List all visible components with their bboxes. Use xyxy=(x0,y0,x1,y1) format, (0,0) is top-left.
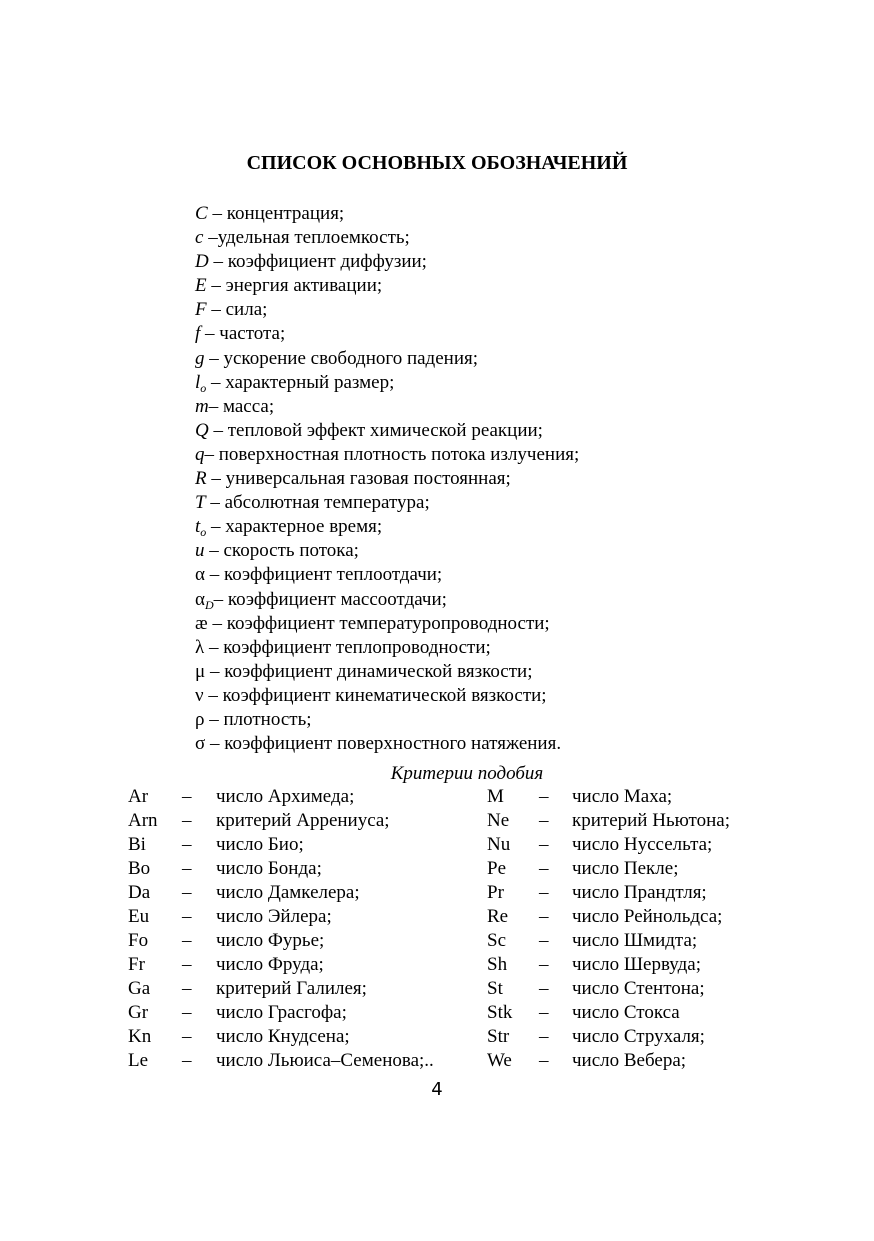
notation-subscript: D xyxy=(204,597,214,612)
notation-symbol: λ xyxy=(195,636,205,658)
criteria-row xyxy=(128,978,828,1002)
notation-subscript: o xyxy=(200,525,207,540)
notation-item xyxy=(195,588,815,612)
notation-item xyxy=(195,419,815,443)
criteria-symbol: Da xyxy=(128,882,151,903)
notation-description: – абсолютная температура; xyxy=(205,492,430,514)
notation-item xyxy=(195,395,815,419)
notation-description: – концентрация; xyxy=(207,203,345,224)
notation-item xyxy=(195,684,815,708)
criteria-row xyxy=(128,1050,828,1074)
notation-item xyxy=(195,563,815,587)
criteria-symbol: Ne xyxy=(487,810,510,831)
notation-item xyxy=(195,443,815,467)
criteria-dash: – xyxy=(182,1002,192,1023)
page-title: СПИСОК ОСНОВНЫХ ОБОЗНАЧЕНИЙ xyxy=(246,152,628,174)
criteria-description: число Кнудсена; xyxy=(216,1026,350,1047)
notation-item xyxy=(195,636,815,660)
criteria-row xyxy=(128,882,828,906)
notation-description: – плотность; xyxy=(204,708,312,730)
notation-description: – масса; xyxy=(208,395,275,417)
criteria-row xyxy=(128,930,828,954)
criteria-symbol: Re xyxy=(487,906,509,927)
notation-description: – коэффициент кинематической вязкости; xyxy=(203,684,547,706)
criteria-row xyxy=(128,834,828,858)
criteria-symbol: Stk xyxy=(487,1002,513,1023)
criteria-symbol: Gr xyxy=(128,1002,149,1023)
criteria-symbol: Sh xyxy=(487,954,508,975)
criteria-dash: – xyxy=(182,954,192,975)
criteria-description: критерий Ньютона; xyxy=(572,810,730,831)
criteria-dash: – xyxy=(539,930,549,951)
criteria-description: число Прандтля; xyxy=(572,882,707,903)
notation-description: – ускорение свободного падения; xyxy=(204,347,479,369)
notation-symbol: E xyxy=(195,275,207,297)
criteria-row xyxy=(128,906,828,930)
criteria-symbol: Bi xyxy=(128,834,146,855)
notation-symbol: α xyxy=(195,564,205,586)
criteria-dash: – xyxy=(539,810,549,831)
criteria-dash: – xyxy=(182,786,192,807)
criteria-row xyxy=(128,858,828,882)
criteria-description: число Грасгофа; xyxy=(216,1002,347,1023)
notation-item xyxy=(195,467,815,491)
notation-symbol: Q xyxy=(195,419,209,441)
notation-list xyxy=(195,202,815,756)
notation-description: – скорость потока; xyxy=(204,540,359,562)
criteria-dash: – xyxy=(539,906,549,927)
notation-symbol: u xyxy=(195,540,205,562)
criteria-description: число Маха; xyxy=(572,786,673,807)
criteria-table xyxy=(128,786,828,1074)
notation-description: – сила; xyxy=(206,299,268,321)
criteria-row xyxy=(128,786,828,810)
criteria-symbol: We xyxy=(487,1050,512,1071)
criteria-symbol: Eu xyxy=(128,906,150,927)
notation-symbol: C xyxy=(195,203,208,224)
notation-item xyxy=(195,708,815,732)
criteria-description: число Бонда; xyxy=(216,858,322,879)
criteria-dash: – xyxy=(539,786,549,807)
criteria-description: число Фурье; xyxy=(216,930,325,951)
notation-symbol: g xyxy=(195,347,205,369)
notation-symbol: F xyxy=(195,299,207,321)
notation-item xyxy=(195,732,815,756)
criteria-row xyxy=(128,1002,828,1026)
notation-symbol: D xyxy=(195,251,209,273)
notation-subscript: o xyxy=(200,380,207,395)
notation-description: – коэффициент теплопроводности; xyxy=(204,636,491,658)
notation-description: – поверхностная плотность потока излучения; xyxy=(204,443,580,465)
notation-item xyxy=(195,612,815,636)
notation-description: – коэффициент температуропроводности; xyxy=(207,612,550,634)
notation-symbol: æ xyxy=(195,612,208,634)
criteria-description: число Стентона; xyxy=(572,978,705,999)
criteria-dash: – xyxy=(182,1050,192,1071)
notation-description: – коэффициент теплоотдачи; xyxy=(204,564,443,586)
criteria-symbol: Sc xyxy=(487,930,506,951)
notation-description: – универсальная газовая постоянная; xyxy=(206,468,511,490)
criteria-dash: – xyxy=(539,1002,549,1023)
criteria-description: число Льюиса–Семенова;.. xyxy=(216,1050,434,1071)
criteria-dash: – xyxy=(182,978,192,999)
page-number: 4 xyxy=(431,1079,443,1100)
criteria-row xyxy=(128,954,828,978)
criteria-symbol: St xyxy=(487,978,503,999)
criteria-dash: – xyxy=(182,858,192,879)
notation-item xyxy=(195,250,815,274)
criteria-symbol: Ar xyxy=(128,786,149,807)
notation-item xyxy=(195,347,815,371)
notation-symbol: c xyxy=(195,227,204,249)
notation-symbol: T xyxy=(195,492,206,514)
notation-item xyxy=(195,371,815,395)
criteria-symbol: Str xyxy=(487,1026,510,1047)
notation-description: – коэффициент массоотдачи; xyxy=(213,588,447,610)
notation-symbol: α xyxy=(195,588,205,610)
criteria-symbol: Arn xyxy=(128,810,158,831)
criteria-symbol: Nu xyxy=(487,834,511,855)
criteria-symbol: Bo xyxy=(128,858,151,879)
criteria-dash: – xyxy=(182,882,192,903)
criteria-description: число Шервуда; xyxy=(572,954,701,975)
criteria-dash: – xyxy=(182,930,192,951)
notation-description: – энергия активации; xyxy=(206,275,383,297)
notation-description: – коэффициент динамической вязкости; xyxy=(205,660,533,682)
criteria-description: число Рейнольдса; xyxy=(572,906,723,927)
notation-symbol: f xyxy=(195,323,201,345)
criteria-dash: – xyxy=(182,810,192,831)
criteria-dash: – xyxy=(539,834,549,855)
criteria-description: критерий Аррениуса; xyxy=(216,810,390,831)
notation-description: – частота; xyxy=(200,323,286,345)
criteria-row xyxy=(128,810,828,834)
criteria-dash: – xyxy=(539,954,549,975)
criteria-symbol: Fr xyxy=(128,954,145,975)
criteria-description: число Шмидта; xyxy=(572,930,698,951)
notation-description: – коэффициент поверхностного натяжения. xyxy=(205,733,562,755)
criteria-dash: – xyxy=(182,1026,192,1047)
notation-item xyxy=(195,202,815,226)
criteria-description: число Био; xyxy=(216,834,304,855)
criteria-description: критерий Галилея; xyxy=(216,978,367,999)
notation-symbol: R xyxy=(195,468,207,490)
notation-item xyxy=(195,274,815,298)
notation-description: – коэффициент диффузии; xyxy=(208,251,427,273)
notation-description: – характерное время; xyxy=(206,516,383,538)
criteria-dash: – xyxy=(539,882,549,903)
notation-symbol: q xyxy=(195,443,205,465)
criteria-dash: – xyxy=(182,834,192,855)
criteria-description: число Пекле; xyxy=(572,858,679,879)
notation-description: – характерный размер; xyxy=(206,371,395,393)
notation-item xyxy=(195,539,815,563)
criteria-description: число Архимеда; xyxy=(216,786,355,807)
notation-symbol: μ xyxy=(195,660,206,682)
criteria-description: число Фруда; xyxy=(216,954,324,975)
notation-symbol: σ xyxy=(195,733,206,755)
criteria-symbol: Pe xyxy=(487,858,506,879)
notation-item xyxy=(195,491,815,515)
criteria-dash: – xyxy=(182,906,192,927)
criteria-description: число Нуссельта; xyxy=(572,834,713,855)
criteria-description: число Эйлера; xyxy=(216,906,332,927)
criteria-symbol: Kn xyxy=(128,1026,152,1047)
criteria-symbol: Fo xyxy=(128,930,149,951)
notation-symbol: m xyxy=(195,395,209,417)
notation-item xyxy=(195,515,815,539)
criteria-dash: – xyxy=(539,1050,549,1071)
notation-item xyxy=(195,322,815,346)
criteria-dash: – xyxy=(539,978,549,999)
criteria-section-title: Критерии подобия xyxy=(390,763,544,784)
criteria-description: число Струхаля; xyxy=(572,1026,705,1047)
notation-description: –удельная теплоемкость; xyxy=(203,227,410,249)
notation-symbol: ρ xyxy=(195,708,205,730)
notation-description: – тепловой эффект химической реакции; xyxy=(208,419,543,441)
criteria-symbol: Ga xyxy=(128,978,151,999)
notation-symbol: l xyxy=(195,371,201,393)
notation-item xyxy=(195,660,815,684)
criteria-dash: – xyxy=(539,1026,549,1047)
criteria-dash: – xyxy=(539,858,549,879)
notation-item xyxy=(195,226,815,250)
notation-symbol: t xyxy=(195,516,201,538)
criteria-row xyxy=(128,1026,828,1050)
notation-item xyxy=(195,298,815,322)
notation-symbol: ν xyxy=(195,684,204,706)
criteria-description: число Дамкелера; xyxy=(216,882,360,903)
criteria-symbol: M xyxy=(487,786,504,807)
criteria-description: число Стокса xyxy=(572,1002,680,1023)
criteria-description: число Вебера; xyxy=(572,1050,687,1071)
criteria-symbol: Le xyxy=(128,1050,149,1071)
criteria-symbol: Pr xyxy=(487,882,504,903)
